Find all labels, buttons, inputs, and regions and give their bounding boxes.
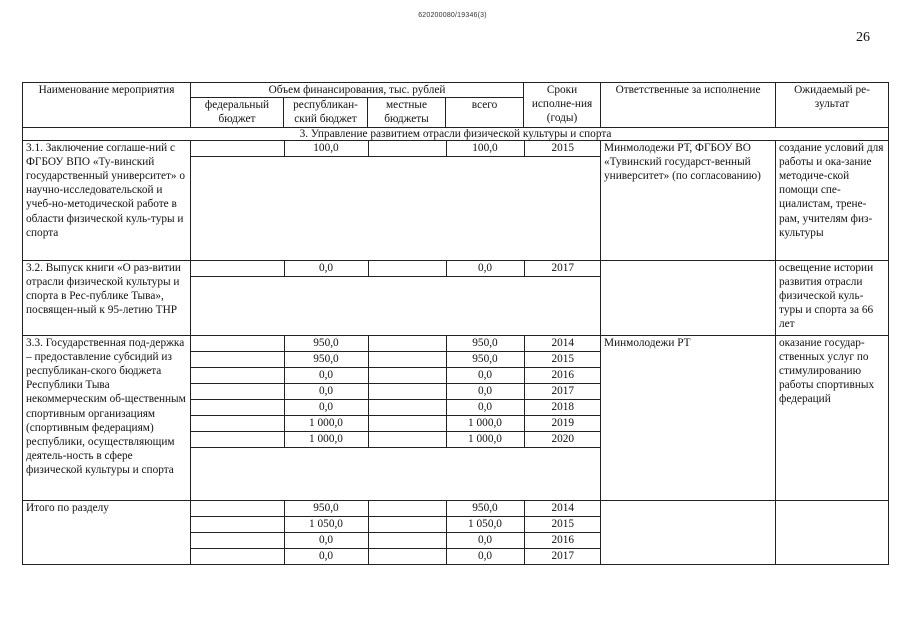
cell-total: 0,0 — [446, 548, 524, 564]
header-local: местные бюджеты — [368, 98, 446, 127]
cell-total: 950,0 — [446, 336, 524, 352]
header-republic: республикан-ский бюджет — [284, 98, 368, 127]
cell-year: 2019 — [524, 415, 601, 431]
cell-total: 0,0 — [446, 399, 524, 415]
funding-row — [191, 351, 601, 367]
responsible-cell: Минмолодежи РТ, ФГБОУ ВО «Тувинский государст-венный университет» (по согласованию) — [601, 140, 776, 260]
header-total: всего — [446, 98, 524, 127]
header-responsible: Ответственные за исполнение — [601, 83, 776, 128]
funding-row — [191, 367, 601, 383]
header-terms: Сроки исполне-ния (годы) — [524, 83, 601, 128]
cell-republic: 950,0 — [284, 501, 368, 517]
cell-total: 0,0 — [446, 261, 524, 277]
cell-federal — [191, 336, 284, 352]
activity-name: 3.2. Выпуск книги «О раз-витии отрасли физической культуры и спорта в Рес-публике Тыва», посвящен-ный к 95-летию ТНР — [23, 260, 191, 335]
cell-federal — [191, 431, 284, 447]
cell-republic: 0,0 — [284, 367, 368, 383]
cell-federal — [191, 261, 284, 277]
result-cell: создание условий для работы и ока-зание методиче-ской помощи спе-циалистам, трене-рам, учителям физ-культуры — [776, 140, 889, 260]
cell-total: 950,0 — [446, 501, 524, 517]
cell-total: 100,0 — [446, 141, 524, 157]
cell-federal — [191, 516, 284, 532]
cell-year: 2018 — [524, 399, 601, 415]
funding-row — [191, 431, 601, 447]
table-row — [23, 500, 889, 564]
section-row — [23, 127, 889, 140]
header-result: Ожидаемый ре-зультат — [776, 83, 889, 128]
funding-subtable — [191, 261, 601, 277]
header-federal: федеральный бюджет — [191, 98, 284, 127]
cell-year: 2015 — [524, 351, 601, 367]
funding-subtable — [191, 501, 601, 564]
result-cell: освещение истории развития отрасли физической куль-туры и спорта за 66 лет — [776, 260, 889, 335]
responsible-cell — [601, 260, 776, 335]
cell-local — [368, 351, 446, 367]
financing-table — [22, 82, 889, 565]
result-cell — [776, 500, 889, 564]
funding-row — [191, 516, 601, 532]
funding-cell — [191, 500, 601, 564]
cell-local — [368, 516, 446, 532]
cell-republic: 0,0 — [284, 383, 368, 399]
cell-republic: 1 000,0 — [284, 431, 368, 447]
cell-local — [368, 367, 446, 383]
cell-local — [368, 501, 446, 517]
cell-year: 2017 — [524, 383, 601, 399]
funding-row — [191, 548, 601, 564]
table-row — [23, 260, 889, 335]
cell-local — [368, 141, 446, 157]
cell-federal — [191, 351, 284, 367]
cell-total: 950,0 — [446, 351, 524, 367]
cell-republic: 1 050,0 — [284, 516, 368, 532]
cell-year: 2015 — [524, 516, 601, 532]
cell-republic: 0,0 — [284, 532, 368, 548]
cell-local — [368, 431, 446, 447]
cell-republic: 950,0 — [284, 336, 368, 352]
funding-row — [191, 501, 601, 517]
page-number: 26 — [856, 30, 870, 45]
funding-row — [191, 415, 601, 431]
responsible-cell — [601, 500, 776, 564]
cell-federal — [191, 501, 284, 517]
cell-republic: 1 000,0 — [284, 415, 368, 431]
funding-cell — [191, 335, 601, 500]
funding-row — [191, 261, 601, 277]
cell-federal — [191, 415, 284, 431]
cell-year: 2017 — [524, 261, 601, 277]
cell-republic: 100,0 — [284, 141, 368, 157]
cell-federal — [191, 399, 284, 415]
funding-cell — [191, 260, 601, 335]
cell-local — [368, 383, 446, 399]
cell-republic: 0,0 — [284, 399, 368, 415]
funding-cell — [191, 140, 601, 260]
cell-total: 1 000,0 — [446, 415, 524, 431]
funding-row — [191, 141, 601, 157]
result-cell: оказание государ-ственных услуг по стимулированию работы спортивных федераций — [776, 335, 889, 500]
cell-year: 2014 — [524, 336, 601, 352]
cell-year: 2016 — [524, 532, 601, 548]
cell-year: 2020 — [524, 431, 601, 447]
activity-name: 3.1. Заключение соглаше-ний с ФГБОУ ВПО «Ту-винский государственный университет» о научно-исследовательской и учеб-но-методической работе в области физической куль-туры и спорта — [23, 140, 191, 260]
cell-local — [368, 261, 446, 277]
funding-row — [191, 532, 601, 548]
cell-local — [368, 548, 446, 564]
header-name: Наименование мероприятия — [23, 83, 191, 128]
cell-republic: 950,0 — [284, 351, 368, 367]
header-financing: Объем финансирования, тыс. рублей — [191, 83, 524, 98]
table-row — [23, 335, 889, 500]
cell-total: 1 000,0 — [446, 431, 524, 447]
cell-local — [368, 399, 446, 415]
cell-federal — [191, 383, 284, 399]
cell-year: 2015 — [524, 141, 601, 157]
activity-name: Итого по разделу — [23, 500, 191, 564]
cell-total: 0,0 — [446, 532, 524, 548]
funding-subtable — [191, 336, 601, 448]
cell-federal — [191, 141, 284, 157]
cell-republic: 0,0 — [284, 261, 368, 277]
cell-local — [368, 532, 446, 548]
funding-row — [191, 336, 601, 352]
funding-row — [191, 399, 601, 415]
header-row-1 — [23, 83, 889, 98]
cell-federal — [191, 548, 284, 564]
cell-federal — [191, 367, 284, 383]
responsible-cell: Минмолодежи РТ — [601, 335, 776, 500]
activity-name: 3.3. Государственная под-держка – предоставление субсидий из республикан-ского бюджета Республики Тыва некоммерческим об-щественным спортивным организациям (спортивным федерациям) республики, осуществляющим деятель-ность в сфере физической культуры и спорта — [23, 335, 191, 500]
cell-year: 2014 — [524, 501, 601, 517]
funding-row — [191, 383, 601, 399]
cell-year: 2016 — [524, 367, 601, 383]
cell-republic: 0,0 — [284, 548, 368, 564]
cell-total: 0,0 — [446, 383, 524, 399]
cell-total: 0,0 — [446, 367, 524, 383]
cell-local — [368, 415, 446, 431]
cell-local — [368, 336, 446, 352]
cell-year: 2017 — [524, 548, 601, 564]
cell-federal — [191, 532, 284, 548]
document-id: 620200080/19346(3) — [418, 12, 487, 19]
section-title: 3. Управление развитием отрасли физической культуры и спорта — [23, 127, 889, 140]
funding-subtable — [191, 141, 601, 157]
table-row — [23, 140, 889, 260]
cell-total: 1 050,0 — [446, 516, 524, 532]
